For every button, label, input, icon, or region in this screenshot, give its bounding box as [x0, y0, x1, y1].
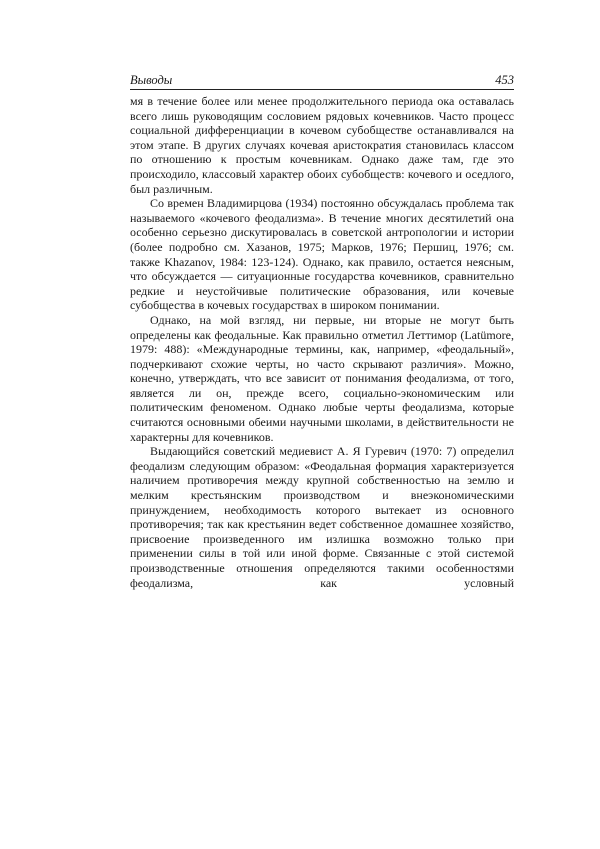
header-rule: [130, 89, 514, 90]
running-header: [130, 73, 514, 88]
section-title: Выводы: [130, 73, 173, 87]
paragraph-gurevich: Выдающийся советский медиевист А. Я Гуревич (1970: 7) определил феодализм следующим образом: «Феодальная формация характеризуется наличием противоречия между крупной собственностью на землю и мелким крестьянским производством и внеэкономическими принуждением, необходимость которого вытекает из основного противоречия; так как крестьянин ведет собственное домашнее хозяйство, присвоение произведенного им излишка возможно только при применении силы в той или иной форме. Связанные с этой системой производственные отношения определяются такими особенностями феодализма, как условный: [130, 444, 514, 590]
paragraph-continuation: мя в течение более или менее продолжительного периода ока оставалась всего лишь руководящим сословием рядовых кочевников. Часто процесс социальной дифференциации в кочевом субобществе останавливался на этом этапе. В других случаях кочевая аристократия становилась классом по отношению к простым кочевникам. Однако даже там, где это происходило, классовый характер обоих субобществ: кочевого и оседлого, был различным.: [130, 94, 514, 196]
main-text: [130, 94, 514, 590]
paragraph-lattimore: Однако, на мой взгляд, ни первые, ни вторые не могут быть определены как феодальные. Как правильно отметил Леттимор (Latümore, 1979: 488): «Международные термины, как, например, «феодальный», подчеркивают схожие черты, но часто скрывают различия». Можно, конечно, утверждать, что все зависит от понимания феодализма, от того, является ли он, прежде всего, социально-экономическим или политическим феноменом. Однако любые черты феодализма, которые считаются основными обеими научными школами, в действительности не характерны для кочевников.: [130, 312, 514, 444]
page-number: 453: [495, 73, 514, 87]
paragraph-vladimirtsov: Со времен Владимирцова (1934) постоянно обсуждалась проблема так называемого «кочевого феодализма». В течение многих десятилетий она особенно серьезно дискутировалась в советской антропологии и истории (более подробно см. Хазанов, 1975; Марков, 1976; Першиц, 1976; см. также Khazanov, 1984: 123-124). Однако, как правило, остается неясным, что обсуждается — ситуационные государства кочевников, сравнительно редкие и неустойчивые политические образования, или кочевые субобщества в кочевых государствах в широком понимании.: [130, 196, 514, 313]
